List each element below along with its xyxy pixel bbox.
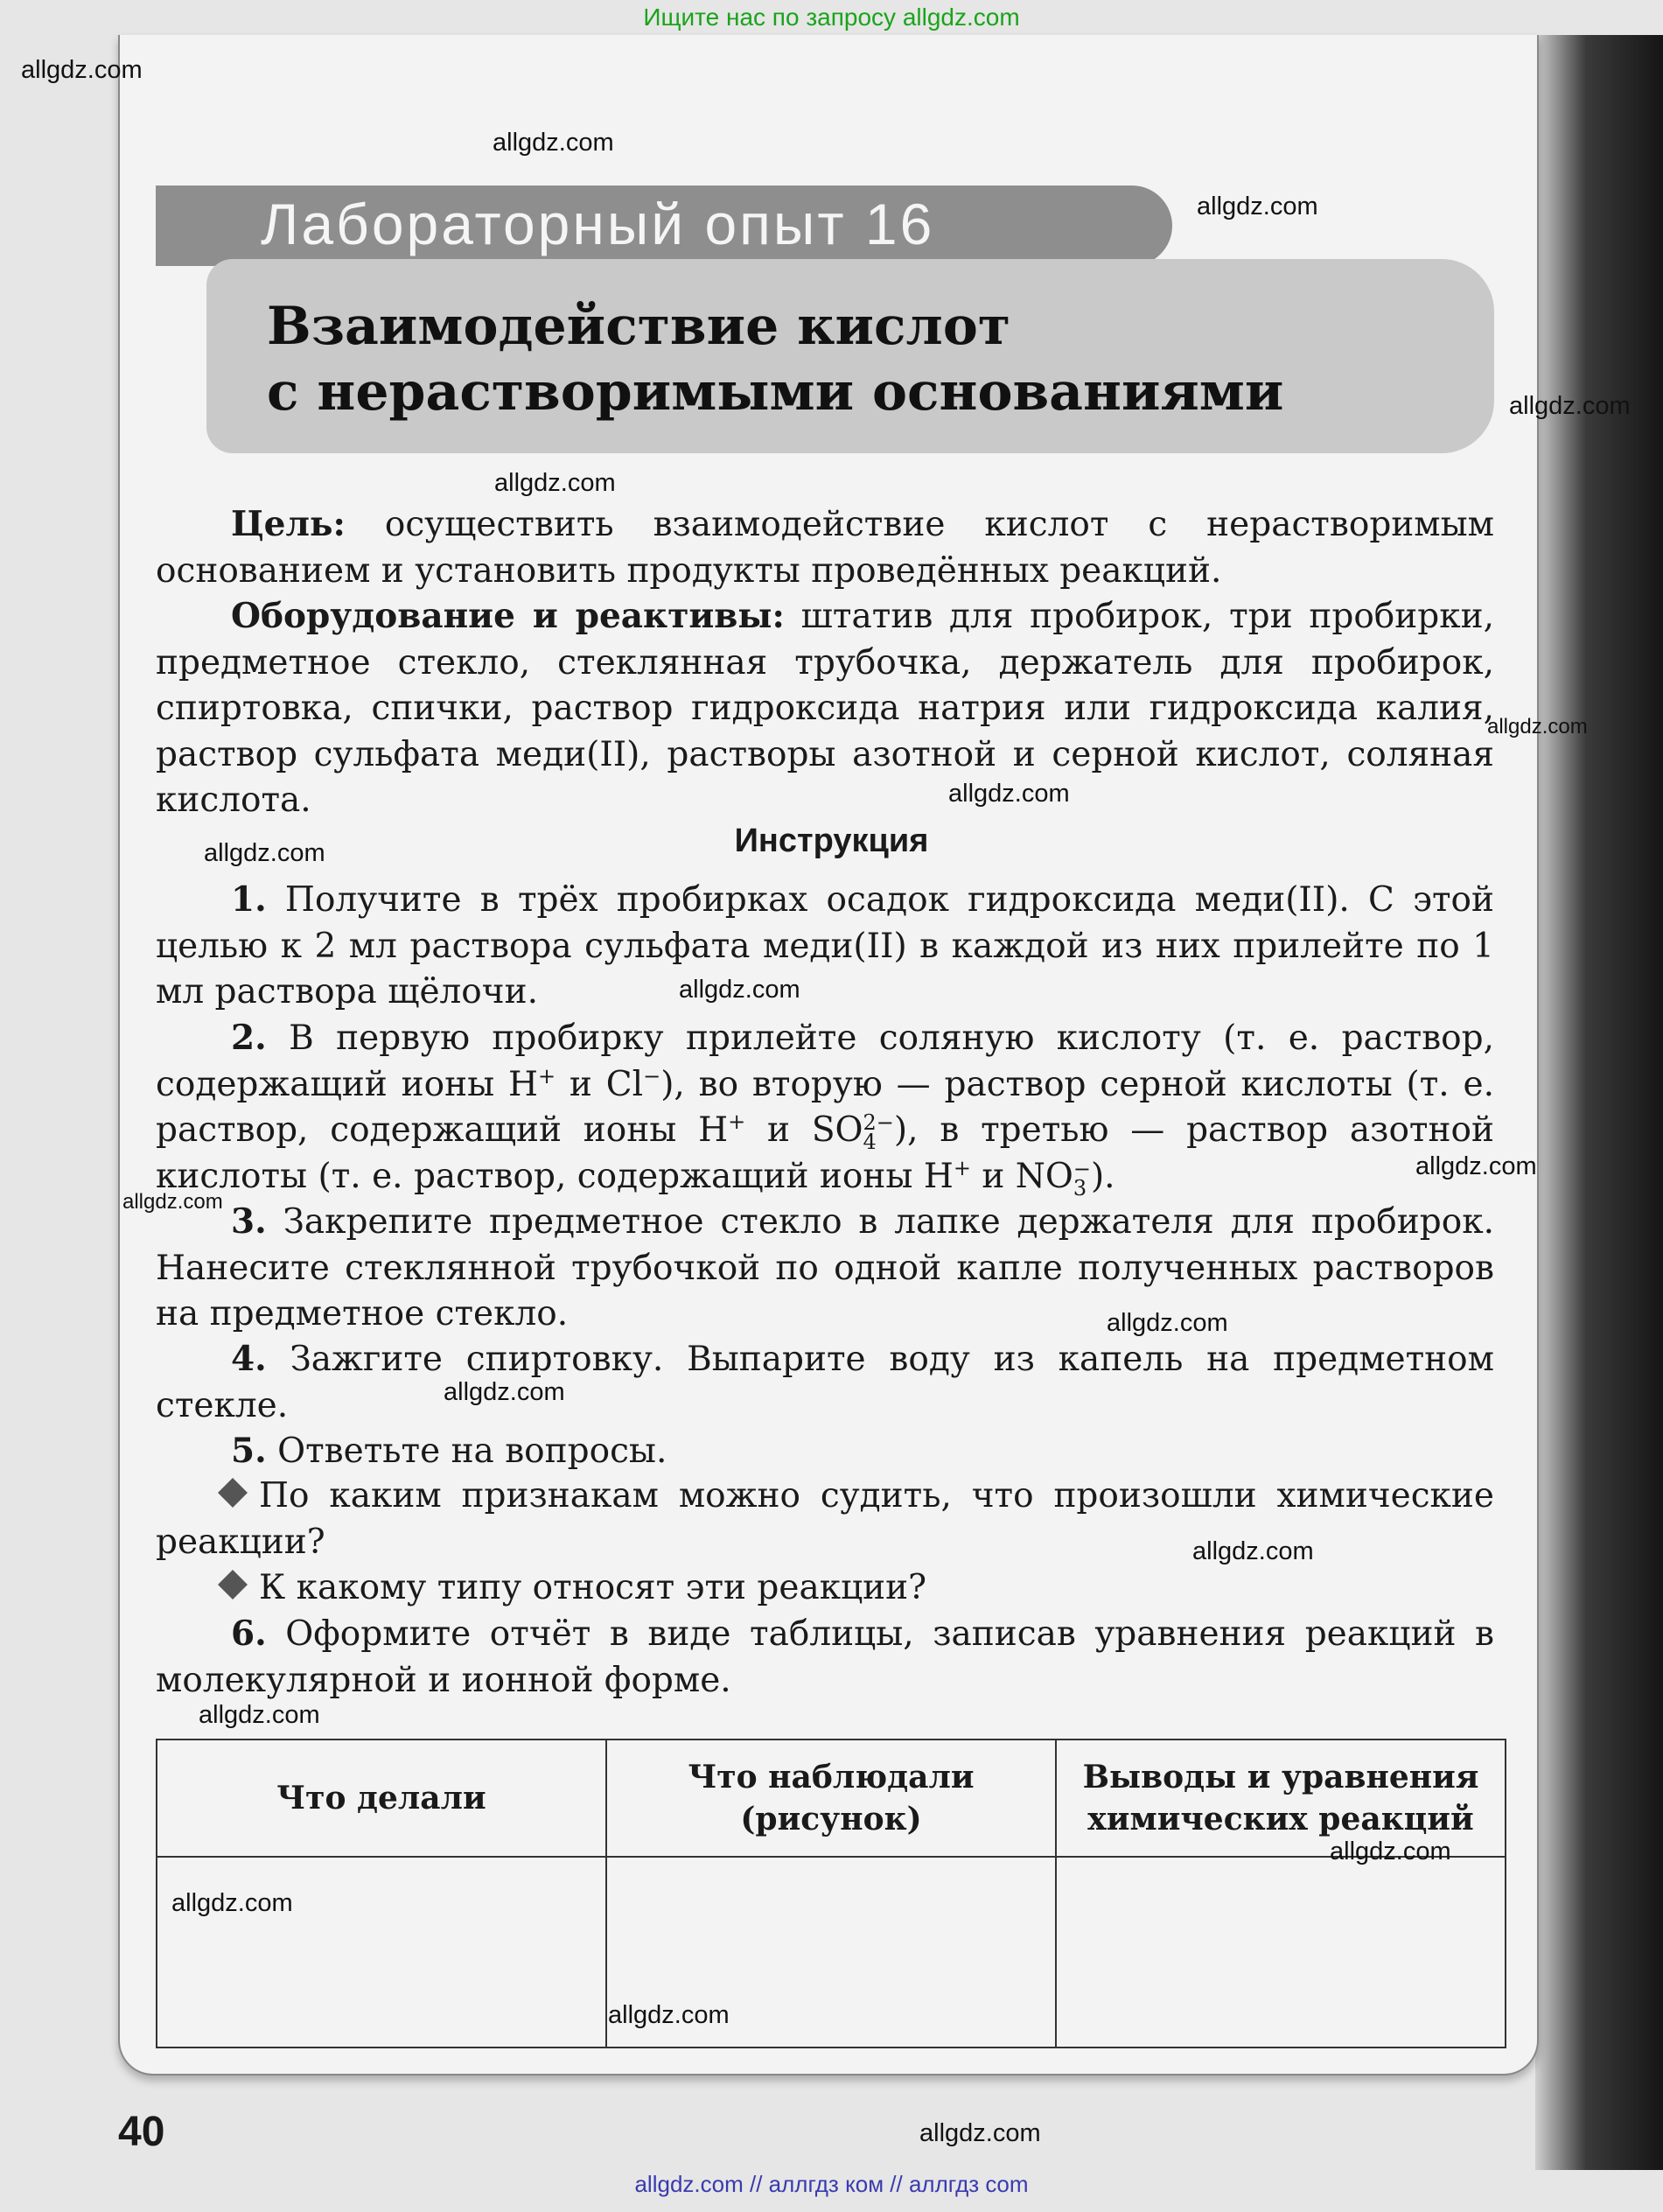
equipment-text: штатив для пробирок, три пробирки, предметное стекло, стеклянная трубочка, держатель для пробирок, спиртовка, спички, раствор гидроксида натрия или гидроксида калия, раствор сульфата меди(II), растворы азотной и серной кислот, соляная кислота. <box>156 597 1494 820</box>
watermark[interactable]: allgdz.com <box>919 2119 1041 2147</box>
equipment-label: Оборудование и реактивы: <box>231 596 785 636</box>
report-table <box>156 1739 1506 2048</box>
question-1-text: По каким признакам можно судить, что произошли химические реакции? <box>156 1476 1494 1562</box>
table-cell <box>157 1857 606 2048</box>
table-cell <box>1056 1857 1506 2048</box>
watermark[interactable]: allgdz.com <box>21 56 143 84</box>
step-5-number: 5. <box>231 1431 267 1471</box>
step-2-number: 2. <box>231 1018 267 1058</box>
watermark[interactable]: allgdz.com <box>122 1190 223 1214</box>
instruction-heading: Инструкция <box>734 822 929 859</box>
ion-charge: − <box>1073 1156 1091 1181</box>
ion-charge: + <box>953 1155 971 1180</box>
step-6 <box>156 1611 1494 1704</box>
watermark[interactable]: allgdz.com <box>679 976 800 1004</box>
watermark[interactable]: allgdz.com <box>948 780 1070 808</box>
watermark[interactable]: allgdz.com <box>204 839 325 867</box>
header-observed-line-1: Что наблюдали <box>688 1759 975 1796</box>
watermark[interactable]: allgdz.com <box>608 2001 730 2029</box>
lab-number-label: Лабораторный опыт 16 <box>261 192 935 256</box>
table-row <box>157 1857 1506 2048</box>
step-3-text: Закрепите предметное стекло в лапке держателя для пробирок. Нанесите стеклянной трубочкой по одной капле полученных растворов на предметное стекло. <box>156 1202 1494 1334</box>
watermark[interactable]: allgdz.com <box>199 1701 320 1729</box>
header-what-done: Что делали <box>157 1740 606 1857</box>
watermark[interactable]: allgdz.com <box>1107 1309 1228 1337</box>
header-observed-line-2: (рисунок) <box>740 1801 922 1838</box>
goal-paragraph <box>156 501 1494 594</box>
step-1 <box>156 877 1494 1016</box>
ion-charge: − <box>643 1063 661 1088</box>
question-2 <box>156 1565 1494 1612</box>
step-2-text-b: и Cl <box>555 1064 644 1104</box>
step-4-number: 4. <box>231 1339 267 1379</box>
watermark[interactable]: allgdz.com <box>493 129 614 157</box>
watermark-top[interactable]: Ищите нас по запросу allgdz.com <box>643 4 1020 31</box>
step-4-text: Зажгите спиртовку. Выпарите воду из капель на предметном стекле. <box>156 1340 1494 1425</box>
step-6-number: 6. <box>231 1614 267 1654</box>
step-2-text-d: и SO <box>745 1110 863 1150</box>
watermark[interactable]: allgdz.com <box>444 1378 565 1406</box>
header-conclusions-line-2: химических реакций <box>1087 1801 1474 1838</box>
watermark[interactable]: allgdz.com <box>494 469 616 497</box>
diamond-bullet-icon <box>218 1570 248 1600</box>
watermark[interactable]: allgdz.com <box>1192 1537 1314 1565</box>
ion-index: 4 <box>863 1130 877 1154</box>
step-2-text-e: ), в третью — раствор азотной кислоты (т. е. раствор, содержащий ионы H <box>156 1110 1494 1196</box>
step-2 <box>156 1015 1494 1200</box>
ion-charge: + <box>537 1063 556 1088</box>
watermark[interactable]: allgdz.com <box>171 1889 293 1917</box>
step-1-text: Получите в трёх пробирках осадок гидроксида меди(II). С этой целью к 2 мл раствора сульфата меди(II) в каждой из них прилейте по 1 мл раствора щёлочи. <box>156 880 1494 1012</box>
question-2-text: К какому типу относят эти реакции? <box>259 1568 927 1607</box>
step-2-text-f: и NO <box>970 1156 1073 1196</box>
step-5 <box>156 1428 1494 1475</box>
step-5-text: Ответьте на вопросы. <box>266 1432 667 1471</box>
step-6-text: Оформите отчёт в виде таблицы, записав уравнения реакций в молекулярной и ионной форме. <box>156 1614 1494 1700</box>
header-observed <box>606 1740 1056 1857</box>
page-number: 40 <box>118 2109 165 2155</box>
step-2-text-a: В первую пробирку прилейте соляную кислоту (т. е. раствор, содержащий ионы H <box>156 1018 1494 1104</box>
step-2-text-c: ), во вторую — раствор серной кислоты (т. е. раствор, содержащий ионы H <box>156 1064 1494 1150</box>
title-line-2: с нерастворимыми основаниями <box>267 361 1284 423</box>
book-spine-shadow <box>1535 35 1663 2170</box>
diamond-bullet-icon <box>218 1478 248 1508</box>
ion-charge: 2− <box>863 1110 894 1135</box>
step-2-text-g: ). <box>1090 1156 1115 1196</box>
goal-label: Цель: <box>231 504 346 544</box>
goal-text: осуществить взаимодействие кислот с нерастворимым основанием и установить продукты проведённых реакций. <box>156 505 1494 591</box>
table-header-row <box>157 1740 1506 1857</box>
watermark[interactable]: allgdz.com <box>1197 192 1318 220</box>
watermark[interactable]: allgdz.com <box>1487 715 1588 738</box>
watermark[interactable]: allgdz.com <box>1415 1152 1537 1180</box>
header-conclusions-line-1: Выводы и уравнения <box>1082 1759 1479 1796</box>
step-1-number: 1. <box>231 879 267 920</box>
ion-index: 3 <box>1073 1175 1087 1200</box>
step-3-number: 3. <box>231 1201 267 1242</box>
watermark[interactable]: allgdz.com <box>1509 392 1631 420</box>
watermark[interactable]: allgdz.com <box>1330 1838 1451 1866</box>
equipment-paragraph <box>156 593 1494 824</box>
step-4 <box>156 1336 1494 1429</box>
ion-charge: + <box>728 1110 746 1134</box>
title-line-1: Взаимодействие кислот <box>267 296 1011 357</box>
watermark-bottom[interactable]: allgdz.com // аллгдз ком // аллгдз com <box>634 2171 1029 2197</box>
step-3 <box>156 1199 1494 1338</box>
